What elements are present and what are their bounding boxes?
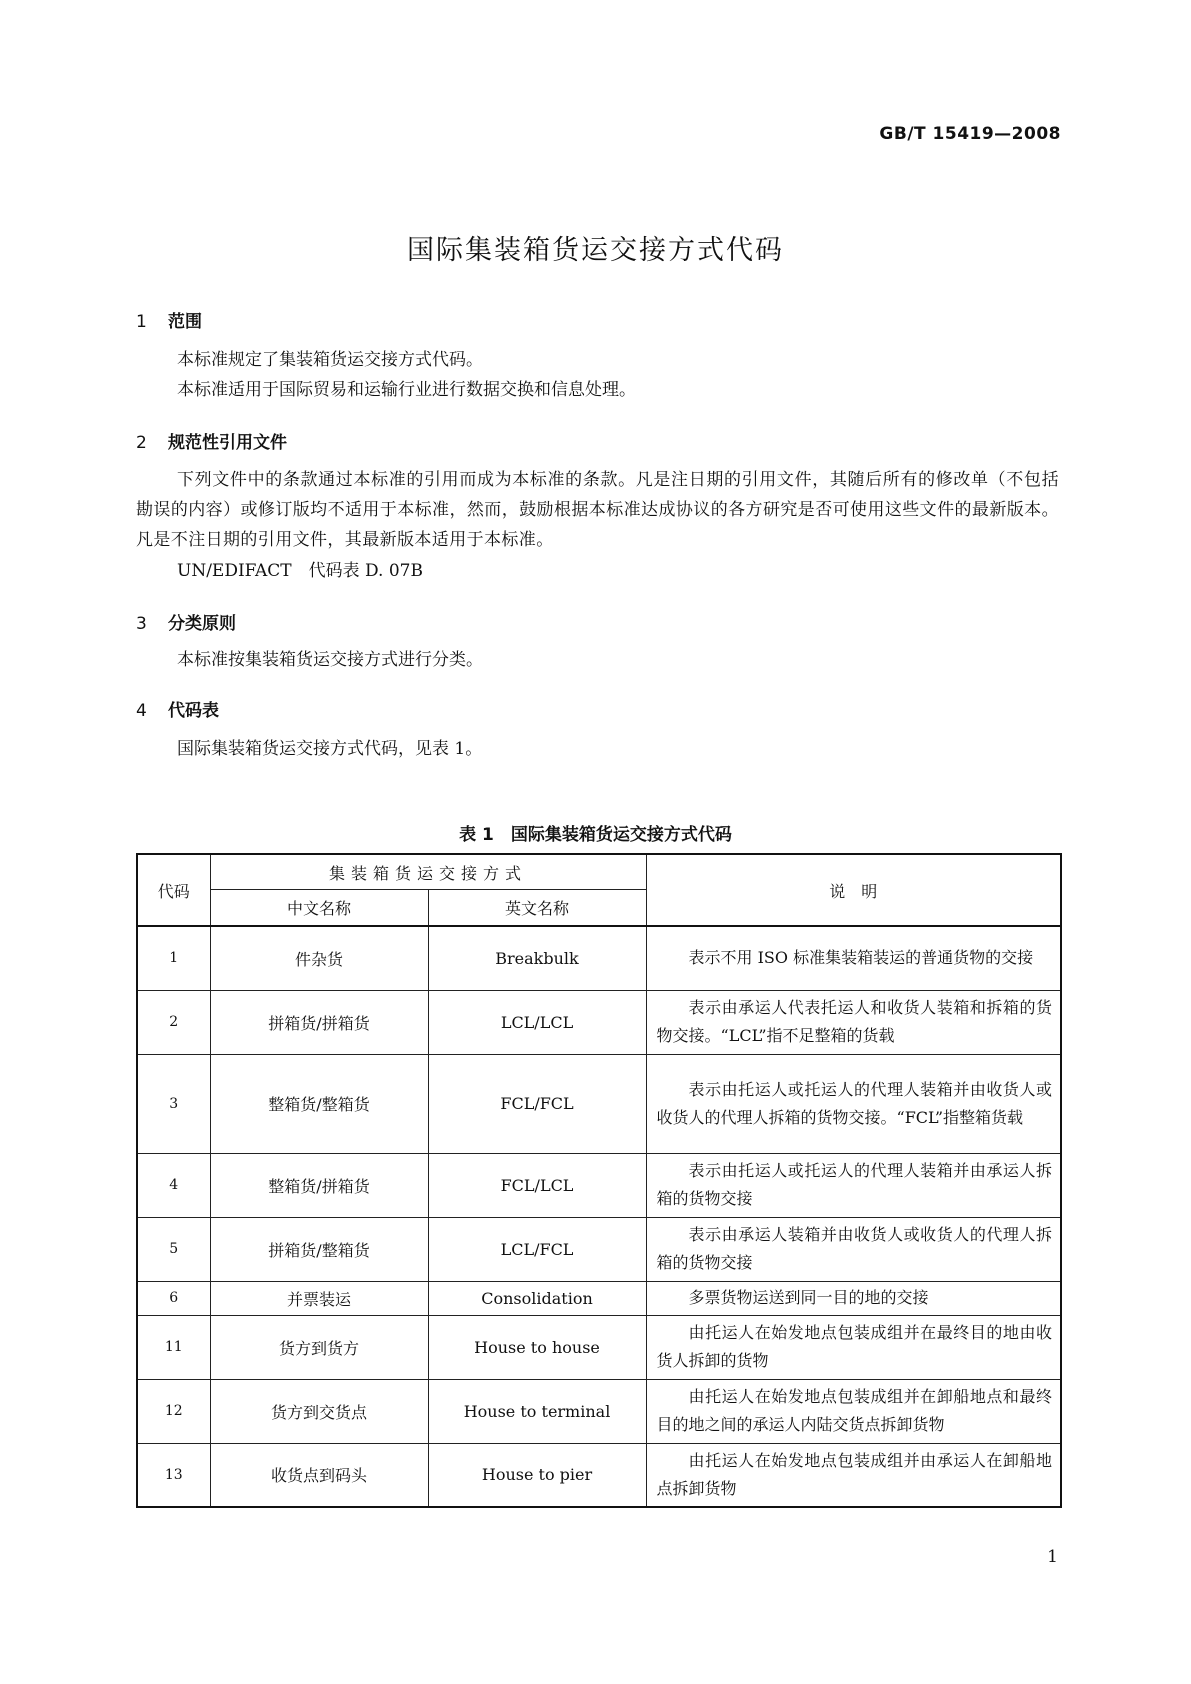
section-4-heading [136, 696, 219, 721]
referenced-document: UN/EDIFACT 代码表 D. 07B [177, 561, 423, 581]
description-text: 由托运人在始发地点包装成组并在最终目的地由收货人拆卸的货物 [656, 1323, 1053, 1370]
header-group: 集装箱货运交接方式 [210, 854, 646, 890]
classification-paragraph: 本标准按集装箱货运交接方式进行分类。 [177, 650, 483, 670]
cell-en-name: FCL/FCL [428, 1054, 646, 1153]
cell-code: 4 [137, 1153, 210, 1217]
cell-cn-name: 拼箱货/拼箱货 [210, 990, 428, 1054]
cell-cn-name: 货方到交货点 [210, 1379, 428, 1443]
cell-en-name: House to house [428, 1315, 646, 1379]
cell-cn-name: 收货点到码头 [210, 1443, 428, 1507]
cell-cn-name: 货方到货方 [210, 1315, 428, 1379]
cell-code: 12 [137, 1379, 210, 1443]
description-text: 表示不用 ISO 标准集装箱装运的普通货物的交接 [688, 948, 1034, 968]
description-text: 由托运人在始发地点包装成组并由承运人在卸船地点拆卸货物 [656, 1450, 1053, 1498]
section-number: 4 [136, 701, 147, 721]
cell-code: 1 [137, 926, 210, 990]
cell-en-name: LCL/LCL [428, 990, 646, 1054]
section-title: 代码表 [168, 701, 219, 721]
page-number: 1 [1047, 1547, 1058, 1567]
cell-en-name: Consolidation [428, 1281, 646, 1315]
header-en-name: 英文名称 [428, 890, 646, 927]
header-code: 代码 [137, 854, 210, 926]
cell-description [646, 1153, 1061, 1217]
cell-en-name: FCL/LCL [428, 1153, 646, 1217]
document-title: 国际集装箱货运交接方式代码 [407, 235, 784, 266]
cell-description [646, 990, 1061, 1054]
table-row [137, 926, 1061, 990]
table-row [137, 1281, 1061, 1315]
cell-cn-name: 并票装运 [210, 1281, 428, 1315]
cell-cn-name: 整箱货/拼箱货 [210, 1153, 428, 1217]
section-title: 范围 [168, 312, 202, 332]
cell-code: 11 [137, 1315, 210, 1379]
section-number: 1 [136, 312, 147, 332]
code-table [136, 853, 1062, 1508]
cell-description [646, 1315, 1061, 1379]
section-title: 分类原则 [168, 614, 236, 634]
references-paragraph: 下列文件中的条款通过本标准的引用而成为本标准的条款。凡是注日期的引用文件，其随后所有的修改单（不包括勘误的内容）或修订版均不适用于本标准，然而，鼓励根据本标准达成协议的各方研究是否可使用这些文件的最新版本。凡是不注日期的引用文件，其最新版本适用于本标准。 [136, 470, 1059, 550]
table-row [137, 1217, 1061, 1281]
section-3-heading [136, 609, 236, 634]
cell-code: 3 [137, 1054, 210, 1153]
cell-code: 13 [137, 1443, 210, 1507]
table-row [137, 1315, 1061, 1379]
section-title: 规范性引用文件 [168, 433, 287, 453]
description-text: 表示由承运人装箱并由收货人或收货人的代理人拆箱的货物交接 [656, 1225, 1053, 1272]
cell-description [646, 1379, 1061, 1443]
description-text: 表示由托运人或托运人的代理人装箱并由承运人拆箱的货物交接 [656, 1161, 1053, 1208]
standard-number: GB/T 15419—2008 [879, 124, 1061, 144]
description-text: 由托运人在始发地点包装成组并在卸船地点和最终目的地之间的承运人内陆交货点拆卸货物 [656, 1387, 1053, 1434]
scope-paragraph-1: 本标准规定了集装箱货运交接方式代码。 [177, 350, 483, 370]
section-2-heading [136, 428, 287, 453]
cell-en-name: House to terminal [428, 1379, 646, 1443]
section-number: 3 [136, 614, 147, 634]
description-text: 表示由承运人代表托运人和收货人装箱和拆箱的货物交接。“LCL”指不足整箱的货载 [656, 998, 1053, 1045]
table-caption: 表 1 国际集装箱货运交接方式代码 [459, 825, 732, 845]
table-row [137, 990, 1061, 1054]
cell-en-name: House to pier [428, 1443, 646, 1507]
table-row [137, 1054, 1061, 1153]
description-text: 表示由托运人或托运人的代理人装箱并由收货人或收货人的代理人拆箱的货物交接。“FCL”指整箱货载 [656, 1079, 1053, 1127]
cell-en-name: Breakbulk [428, 926, 646, 990]
cell-en-name: LCL/FCL [428, 1217, 646, 1281]
cell-description [646, 926, 1061, 990]
cell-code: 2 [137, 990, 210, 1054]
cell-description [646, 1281, 1061, 1315]
code-table-intro: 国际集装箱货运交接方式代码，见表 1。 [177, 739, 483, 759]
header-cn-name: 中文名称 [210, 890, 428, 927]
table-row [137, 1379, 1061, 1443]
cell-cn-name: 拼箱货/整箱货 [210, 1217, 428, 1281]
section-1-heading [136, 307, 202, 332]
cell-description [646, 1443, 1061, 1507]
header-description: 说 明 [646, 854, 1061, 926]
table-row [137, 1443, 1061, 1507]
cell-description [646, 1054, 1061, 1153]
scope-paragraph-2: 本标准适用于国际贸易和运输行业进行数据交换和信息处理。 [177, 380, 636, 400]
cell-description [646, 1217, 1061, 1281]
cell-code: 6 [137, 1281, 210, 1315]
cell-cn-name: 件杂货 [210, 926, 428, 990]
cell-code: 5 [137, 1217, 210, 1281]
description-text: 多票货物运送到同一目的地的交接 [688, 1288, 929, 1307]
cell-cn-name: 整箱货/整箱货 [210, 1054, 428, 1153]
table-row [137, 1153, 1061, 1217]
section-number: 2 [136, 433, 147, 453]
